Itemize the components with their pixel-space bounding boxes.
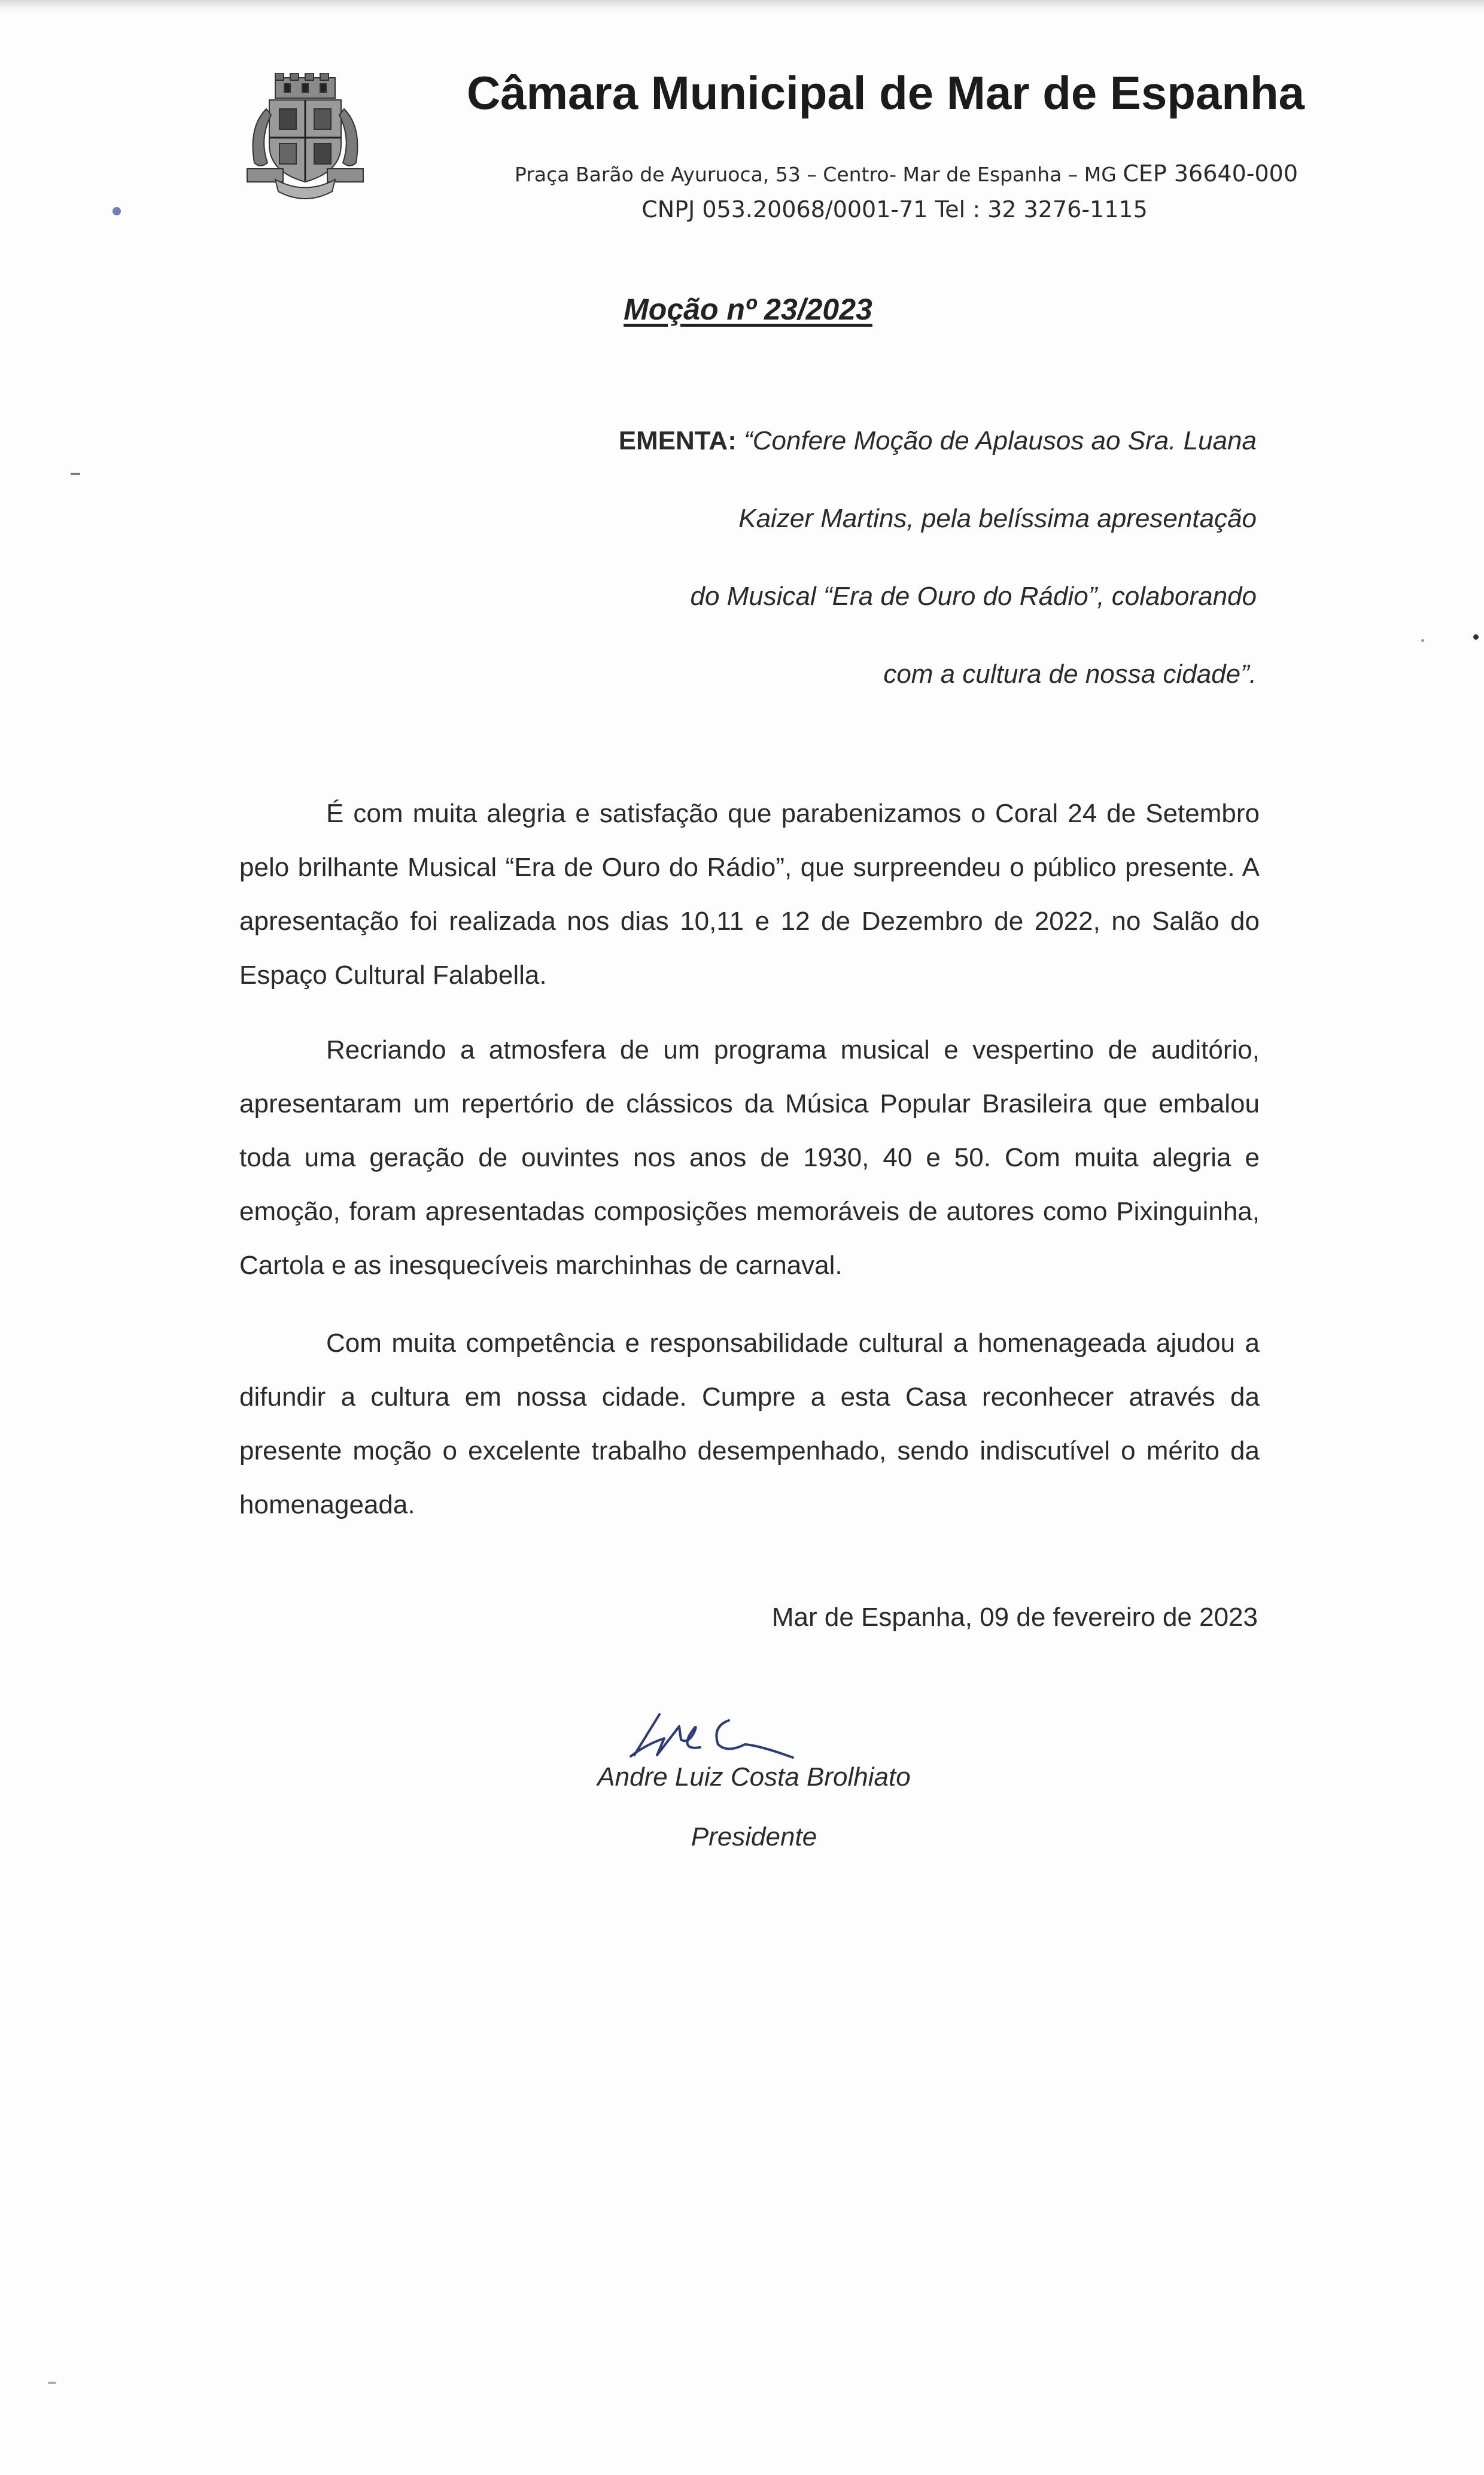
signer-role: Presidente	[691, 1822, 817, 1851]
scan-speck	[1473, 634, 1479, 640]
scan-speck	[1421, 639, 1424, 642]
ementa-label: EMENTA:	[618, 426, 737, 455]
ementa-line-4: com a cultura de nossa cidade”.	[883, 659, 1257, 689]
ementa-line-2: Kaizer Martins, pela belíssima apresentação	[738, 504, 1257, 533]
municipal-coat-of-arms-icon	[242, 73, 368, 202]
institution-title: Câmara Municipal de Mar de Espanha	[466, 66, 1305, 119]
signer-name: Andre Luiz Costa Brolhiato	[597, 1762, 911, 1792]
document-title: Moção nº 23/2023	[624, 293, 872, 326]
body-paragraph-3: Com muita competência e responsabilidade cultural a homenageada ajudou a difundir a cultura em nossa cidade. Cumpre a esta Casa reconhecer através da presente moção o excelente trabalho desempenhado, sendo indiscutível o mérito da homenageada.	[239, 1328, 1260, 1519]
ementa-text: “Confere Moção de Aplausos ao Sra. Luana	[736, 426, 1257, 455]
body-paragraph-1: É com muita alegria e satisfação que parabenizamos o Coral 24 de Setembro pelo brilhante Musical “Era de Ouro do Rádio”, que surpreendeu o público presente. A apresentação foi realizada nos dias 10,11 e 12 de Dezembro de 2022, no Salão do Espaço Cultural Falabella.	[239, 799, 1260, 990]
handwritten-signature-icon	[622, 1702, 814, 1771]
scan-speck	[71, 473, 80, 475]
scan-edge	[0, 0, 1484, 13]
street-address: Praça Barão de Ayuruoca, 53 – Centro- Mar de Espanha – MG	[515, 163, 1117, 186]
scan-speck	[112, 207, 121, 215]
ementa-line-3: do Musical “Era de Ouro do Rádio”, colaborando	[690, 582, 1257, 611]
address-line	[515, 160, 1298, 187]
body-paragraph-2: Recriando a atmosfera de um programa musical e vespertino de auditório, apresentaram um repertório de clássicos da Música Popular Brasileira que embalou toda uma geração de ouvintes nos anos de 1930, 40 e 50. Com muita alegria e emoção, foram apresentadas composições memoráveis de autores como Pixinguinha, Cartola e as inesquecíveis marchinhas de carnaval.	[239, 1035, 1260, 1280]
postal-code: CEP 36640-000	[1123, 160, 1298, 187]
ementa-line-1	[619, 426, 1257, 456]
cnpj-phone-line: CNPJ 053.20068/0001-71 Tel : 32 3276-1115	[641, 196, 1148, 223]
date-line: Mar de Espanha, 09 de fevereiro de 2023	[771, 1603, 1258, 1632]
scan-speck	[48, 2382, 56, 2384]
